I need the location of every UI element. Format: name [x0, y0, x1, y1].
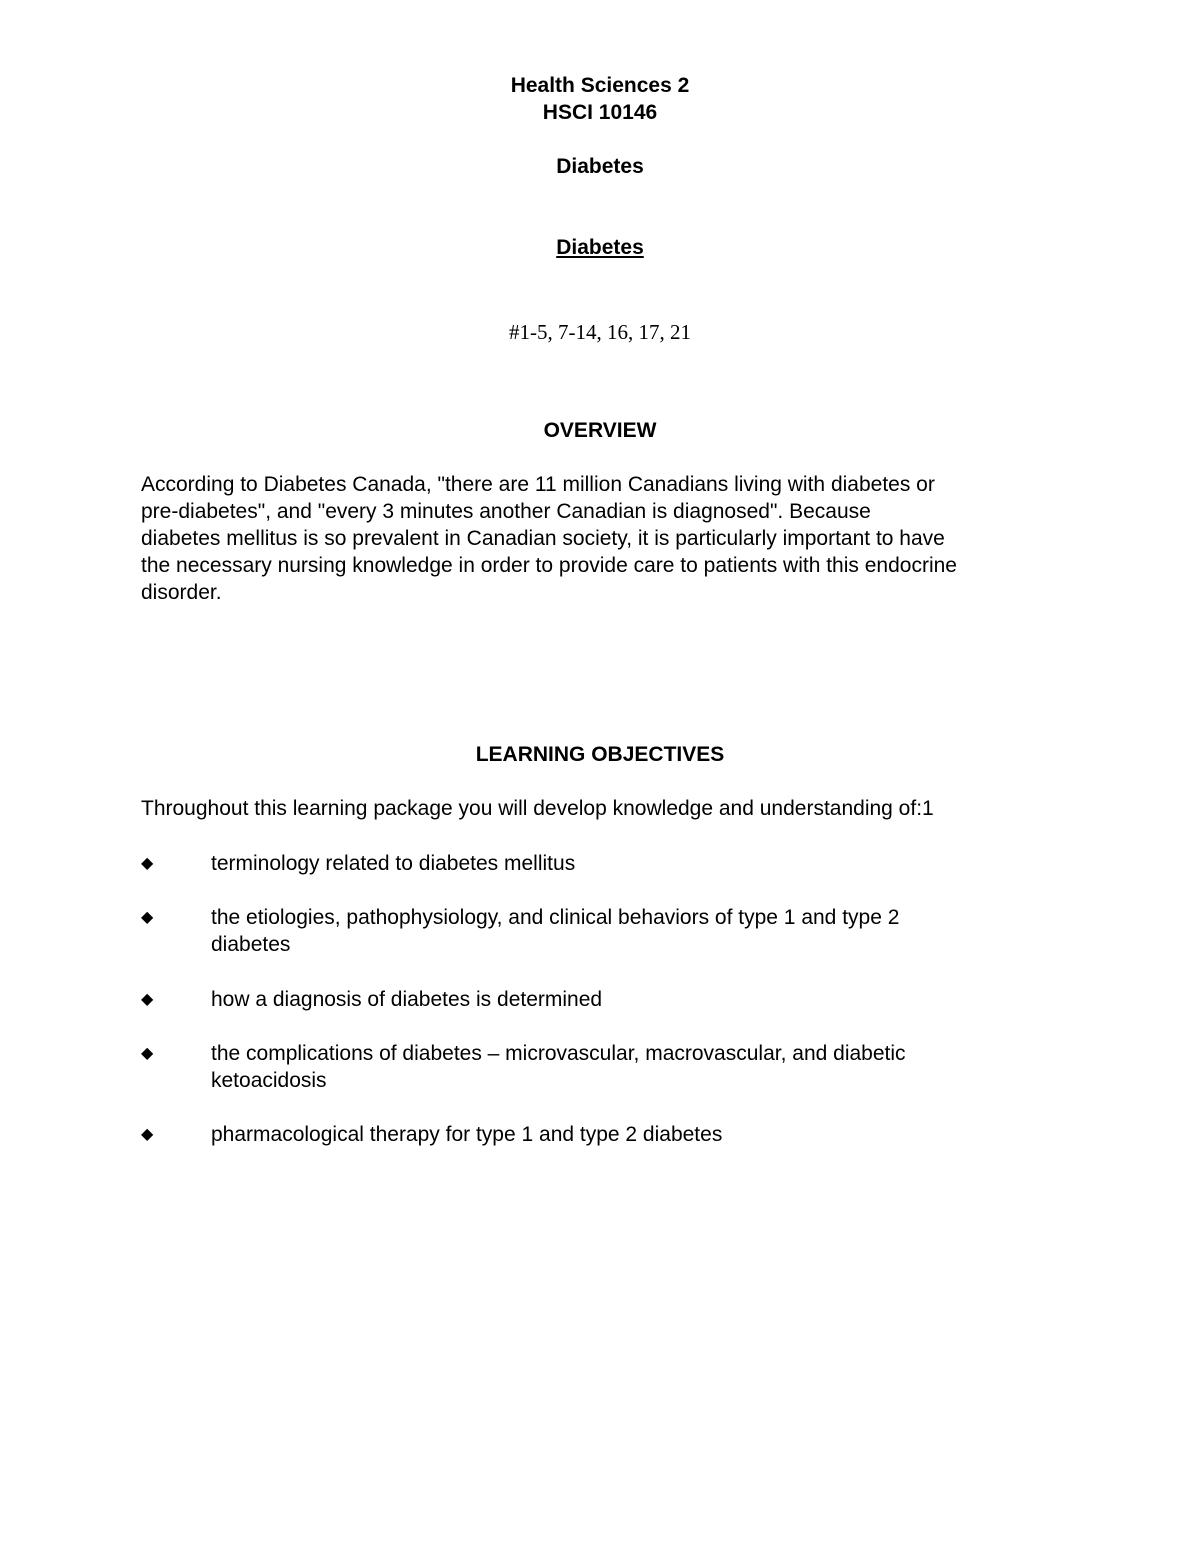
- overview-heading: OVERVIEW: [543, 419, 657, 442]
- course-code: HSCI 10146: [542, 101, 658, 124]
- objective-line: ketoacidosis: [211, 1069, 327, 1092]
- section-title: Diabetes: [556, 236, 644, 259]
- overview-line: diabetes mellitus is so prevalent in Canadian society, it is particularly important to have: [141, 527, 945, 550]
- learning-objectives-intro: [141, 795, 1071, 822]
- diamond-bullet-icon: ◆: [141, 1045, 154, 1062]
- diamond-bullet-icon: ◆: [141, 909, 154, 926]
- objective-text: [211, 1121, 1041, 1148]
- objective-line: the etiologies, pathophysiology, and clinical behaviors of type 1 and type 2: [211, 906, 900, 929]
- diamond-bullet-icon: ◆: [141, 991, 154, 1008]
- overview-line: disorder.: [141, 581, 222, 604]
- diamond-bullet-icon: ◆: [141, 1126, 154, 1143]
- question-list: #1-5, 7-14, 16, 17, 21: [509, 320, 691, 344]
- diamond-bullet-icon: ◆: [141, 855, 154, 872]
- objective-line: terminology related to diabetes mellitus: [211, 852, 576, 875]
- objective-line: diabetes: [211, 933, 291, 956]
- objective-text: [211, 986, 1041, 1013]
- learning-objectives-heading: LEARNING OBJECTIVES: [475, 743, 725, 766]
- overview-paragraph: [141, 471, 1071, 606]
- objective-text: [211, 1040, 1041, 1094]
- overview-line: the necessary nursing knowledge in order to provide care to patients with this endocrine: [141, 554, 957, 577]
- overview-line: pre-diabetes", and "every 3 minutes another Canadian is diagnosed". Because: [141, 500, 871, 523]
- intro-line: Throughout this learning package you will develop knowledge and understanding of:1: [141, 797, 934, 820]
- overview-line: According to Diabetes Canada, "there are 11 million Canadians living with diabetes or: [141, 473, 935, 496]
- objective-line: pharmacological therapy for type 1 and type 2 diabetes: [211, 1123, 723, 1146]
- objective-text: [211, 904, 1041, 958]
- objective-text: [211, 850, 1041, 877]
- course-name: Health Sciences 2: [510, 74, 690, 97]
- objective-line: the complications of diabetes – microvascular, macrovascular, and diabetic: [211, 1042, 906, 1065]
- objective-line: how a diagnosis of diabetes is determined: [211, 988, 603, 1011]
- topic-title: Diabetes: [556, 155, 644, 178]
